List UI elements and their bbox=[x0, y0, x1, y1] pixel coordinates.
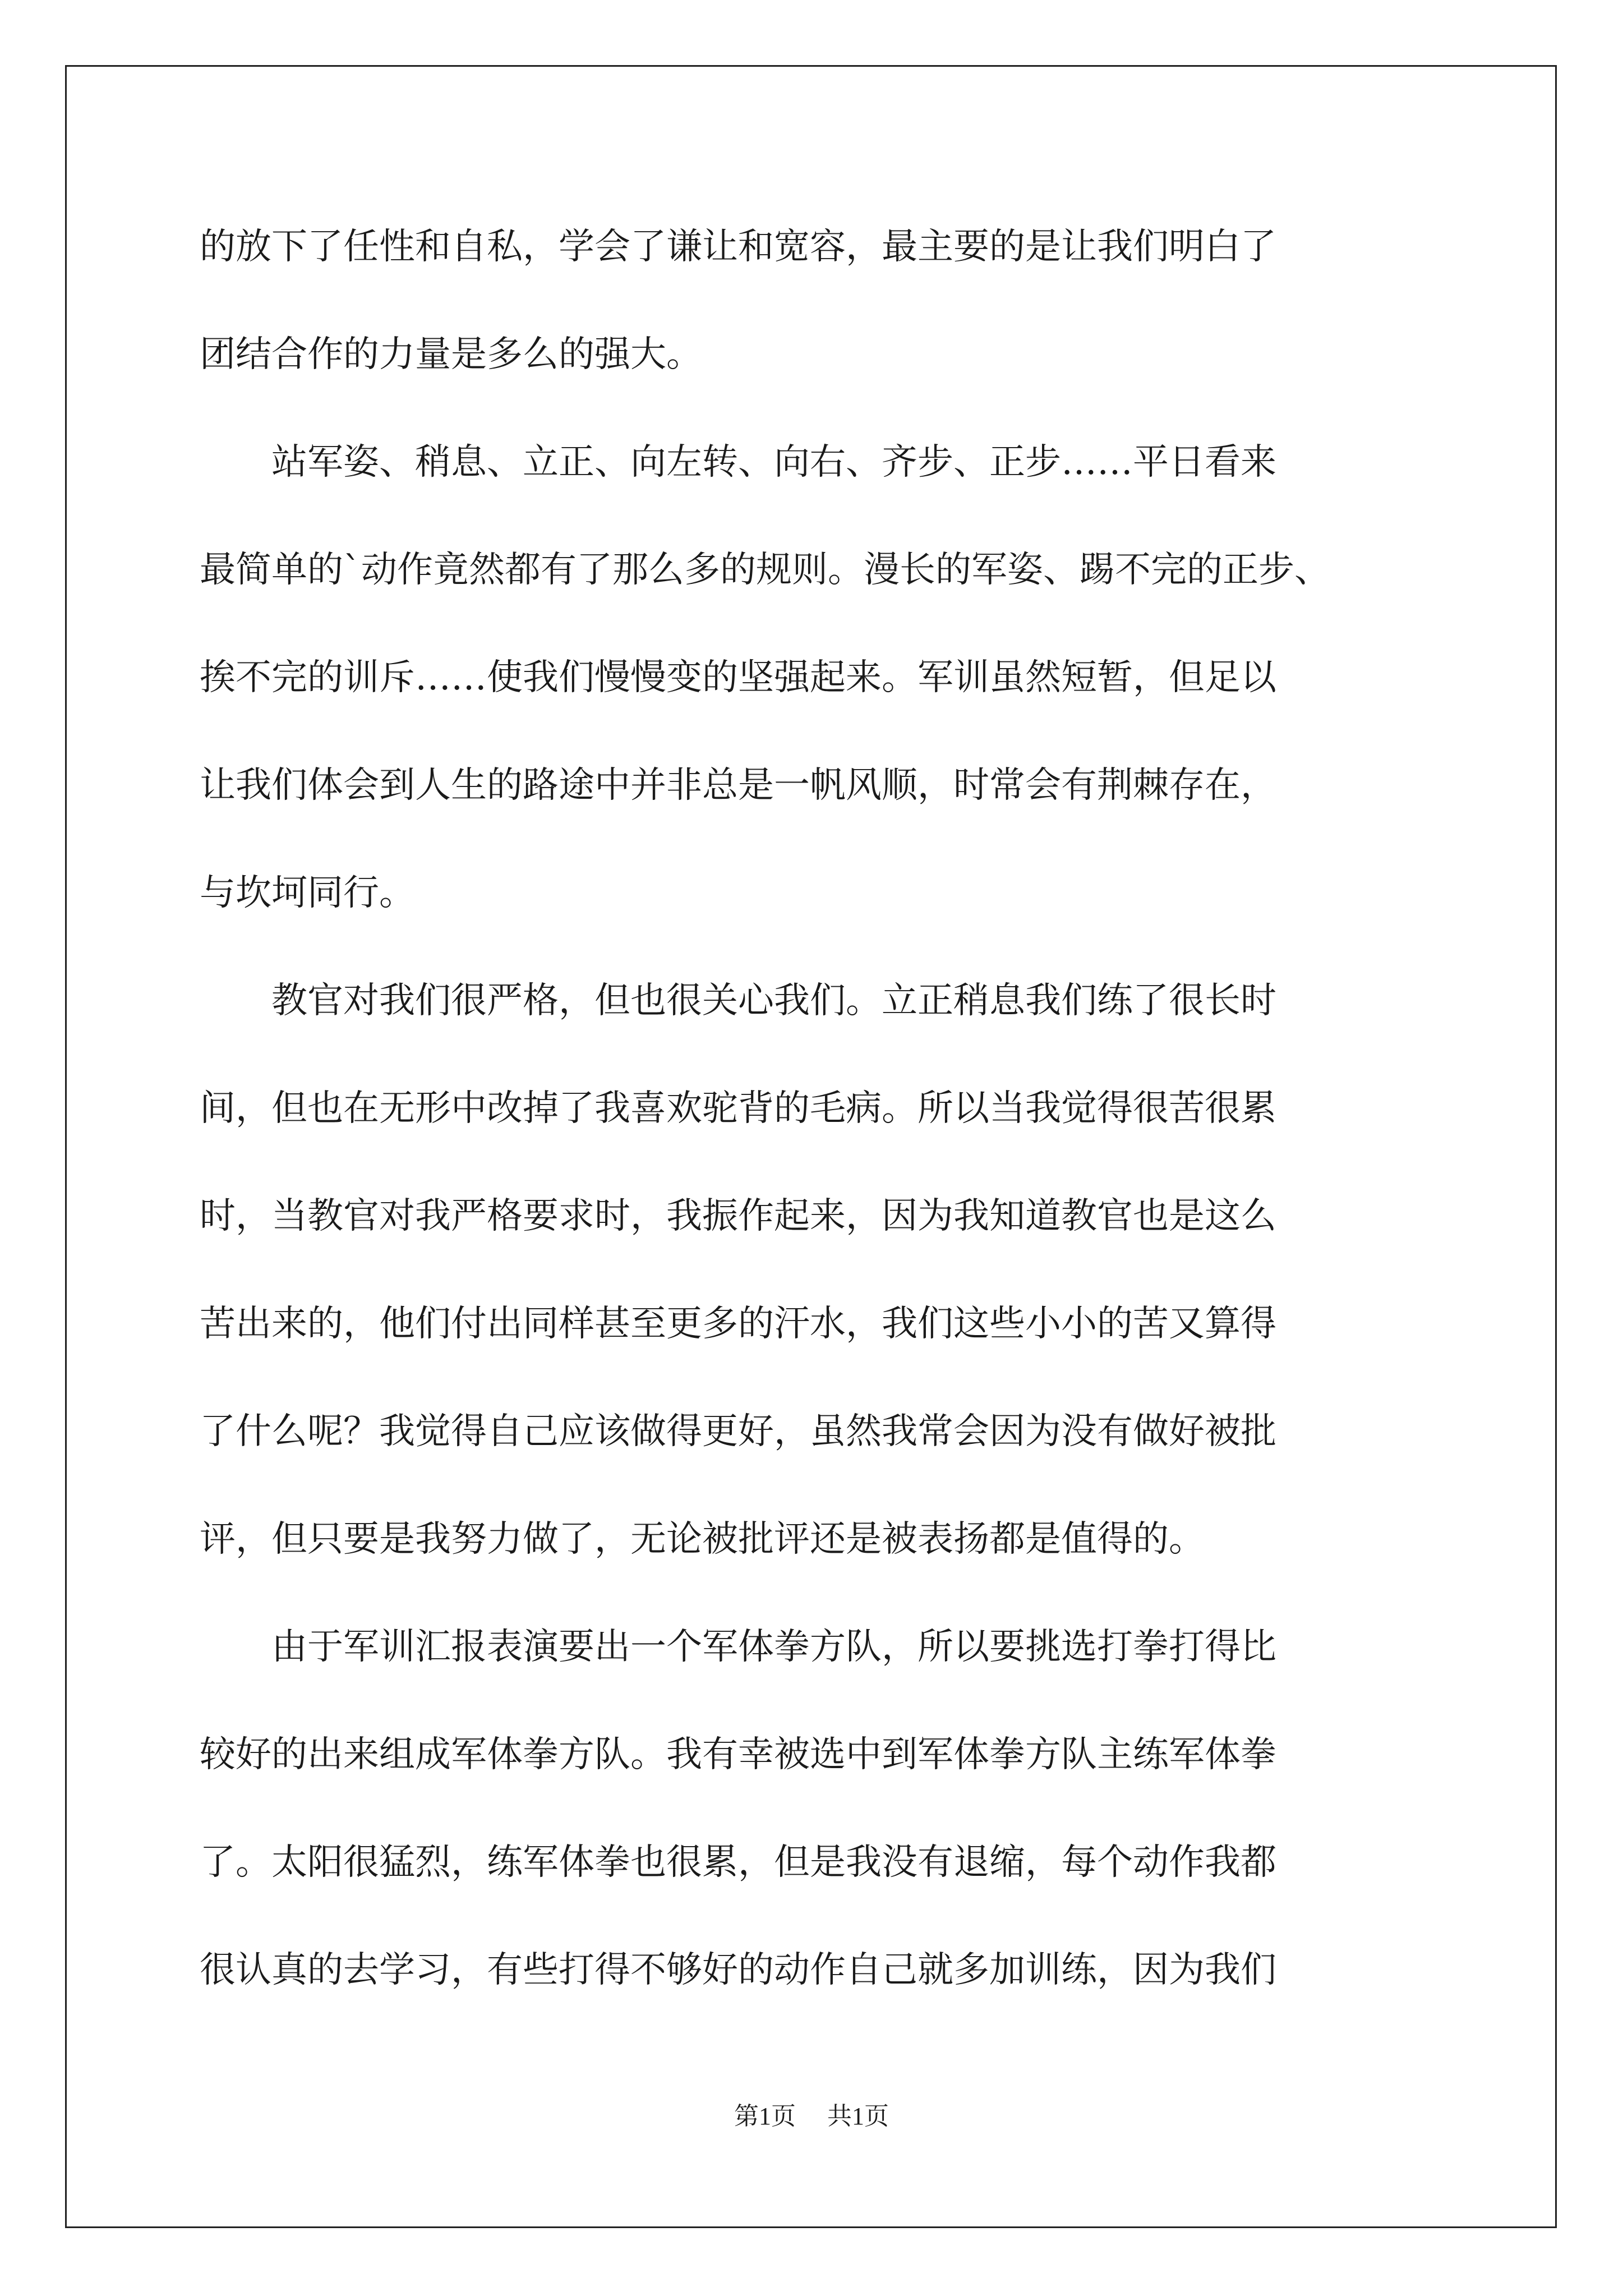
text-line: 评，但只要是我努力做了，无论被批评还是被表扬都是值得的。 bbox=[200, 1519, 1205, 1560]
text-line: 最简单的`动作竟然都有了那么多的规则。漫长的军姿、踢不完的正步、 bbox=[200, 549, 1330, 591]
text-line: 让我们体会到人生的路途中并非总是一帆风顺，时常会有荆棘存在， bbox=[200, 765, 1276, 806]
page-total: 共1页 bbox=[827, 2102, 889, 2130]
page-number: 第1页 bbox=[734, 2102, 796, 2130]
text-line: 由于军训汇报表演要出一个军体拳方队，所以要挑选打拳打得比 bbox=[200, 1626, 1276, 1668]
text-line: 了。太阳很猛烈，练军体拳也很累，但是我没有退缩，每个动作我都 bbox=[200, 1842, 1276, 1883]
text-line: 较好的出来组成军体拳方队。我有幸被选中到军体拳方队主练军体拳 bbox=[200, 1734, 1276, 1775]
text-line: 团结合作的力量是多么的强大。 bbox=[200, 334, 702, 375]
text-line: 的放下了任性和自私，学会了谦让和宽容，最主要的是让我们明白了 bbox=[200, 226, 1276, 268]
text-line: 站军姿、稍息、立正、向左转、向右、齐步、正步……平日看来 bbox=[200, 441, 1276, 483]
text-line: 时，当教官对我严格要求时，我振作起来，因为我知道教官也是这么 bbox=[200, 1195, 1276, 1237]
text-line: 教官对我们很严格，但也很关心我们。立正稍息我们练了很长时 bbox=[200, 980, 1276, 1022]
page-footer bbox=[0, 2096, 1623, 2132]
text-line: 苦出来的，他们付出同样甚至更多的汗水，我们这些小小的苦又算得 bbox=[200, 1303, 1276, 1345]
text-line: 很认真的去学习，有些打得不够好的动作自己就多加训练，因为我们 bbox=[200, 1949, 1276, 1991]
document-body bbox=[200, 193, 1429, 2024]
text-line: 间，但也在无形中改掉了我喜欢驼背的毛病。所以当我觉得很苦很累 bbox=[200, 1088, 1276, 1129]
text-line: 了什么呢？我觉得自己应该做得更好，虽然我常会因为没有做好被批 bbox=[200, 1411, 1276, 1452]
text-line: 与坎坷同行。 bbox=[200, 872, 415, 914]
text-line: 挨不完的训斥……使我们慢慢变的坚强起来。军训虽然短暂，但足以 bbox=[200, 657, 1276, 698]
